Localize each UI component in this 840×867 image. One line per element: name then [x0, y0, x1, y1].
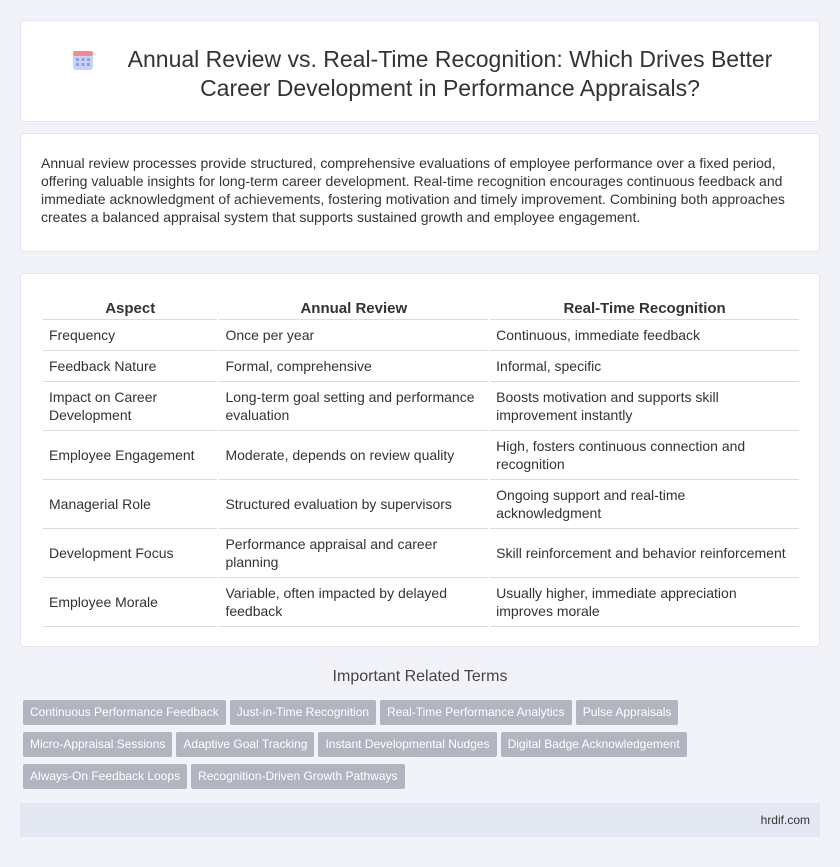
table-cell: Moderate, depends on review quality: [219, 431, 488, 480]
footer-site-link[interactable]: hrdif.com: [760, 813, 810, 827]
related-term-tag[interactable]: Instant Developmental Nudges: [318, 732, 496, 757]
table-cell: Once per year: [219, 320, 488, 351]
table-row: [43, 578, 799, 627]
calendar-icon: [71, 48, 95, 72]
table-row: [43, 320, 799, 351]
table-cell: Informal, specific: [490, 351, 799, 382]
intro-text: Annual review processes provide structured, comprehensive evaluations of employee performance over a fixed period, offering valuable insights for long-term career development. Real-time recognition encourages continuous feedback and immediate acknowledgment of achievements, fostering motivation and timely improvement. Combining both approaches creates a balanced appraisal system that supports sustained growth and employee engagement.: [41, 155, 785, 225]
column-header-annual-review: Annual Review: [219, 296, 488, 320]
intro-card: [20, 133, 820, 252]
table-cell: Skill reinforcement and behavior reinforcement: [490, 529, 799, 578]
table-cell: Boosts motivation and supports skill improvement instantly: [490, 382, 799, 431]
footer-bar: [20, 803, 820, 837]
column-header-real-time-recognition: Real-Time Recognition: [490, 296, 799, 320]
related-term-tag[interactable]: Continuous Performance Feedback: [23, 700, 226, 725]
related-terms-list: [23, 700, 823, 796]
table-cell: High, fosters continuous connection and recognition: [490, 431, 799, 480]
table-cell: Variable, often impacted by delayed feedback: [219, 578, 488, 627]
page-title: Annual Review vs. Real-Time Recognition: Which Drives Better Career Development in Performance Appraisals?: [127, 46, 773, 101]
table-cell: Employee Morale: [43, 578, 217, 627]
table-cell: Impact on Career Development: [43, 382, 217, 431]
table-cell: Ongoing support and real-time acknowledgment: [490, 480, 799, 529]
related-term-tag[interactable]: Recognition-Driven Growth Pathways: [191, 764, 404, 789]
table-cell: Development Focus: [43, 529, 217, 578]
table-cell: Structured evaluation by supervisors: [219, 480, 488, 529]
table-cell: Feedback Nature: [43, 351, 217, 382]
related-term-tag[interactable]: Just-in-Time Recognition: [230, 700, 376, 725]
table-cell: Employee Engagement: [43, 431, 217, 480]
related-term-tag[interactable]: Pulse Appraisals: [576, 700, 679, 725]
related-term-tag[interactable]: Real-Time Performance Analytics: [380, 700, 572, 725]
table-cell: Long-term goal setting and performance evaluation: [219, 382, 488, 431]
related-term-tag[interactable]: Digital Badge Acknowledgement: [501, 732, 687, 757]
table-cell: Continuous, immediate feedback: [490, 320, 799, 351]
table-row: [43, 351, 799, 382]
table-header-row: [43, 296, 799, 320]
related-terms-title: Important Related Terms: [332, 668, 508, 685]
table-cell: Frequency: [43, 320, 217, 351]
related-term-tag[interactable]: Micro-Appraisal Sessions: [23, 732, 172, 757]
table-row: [43, 529, 799, 578]
table-row: [43, 382, 799, 431]
comparison-table: [41, 296, 801, 627]
table-cell: Managerial Role: [43, 480, 217, 529]
header-card: [20, 20, 820, 122]
table-row: [43, 480, 799, 529]
table-cell: Formal, comprehensive: [219, 351, 488, 382]
table-cell: Usually higher, immediate appreciation improves morale: [490, 578, 799, 627]
table-cell: Performance appraisal and career planning: [219, 529, 488, 578]
table-row: [43, 431, 799, 480]
related-term-tag[interactable]: Always-On Feedback Loops: [23, 764, 187, 789]
column-header-aspect: Aspect: [43, 296, 217, 320]
related-term-tag[interactable]: Adaptive Goal Tracking: [176, 732, 314, 757]
comparison-table-card: [20, 273, 820, 647]
